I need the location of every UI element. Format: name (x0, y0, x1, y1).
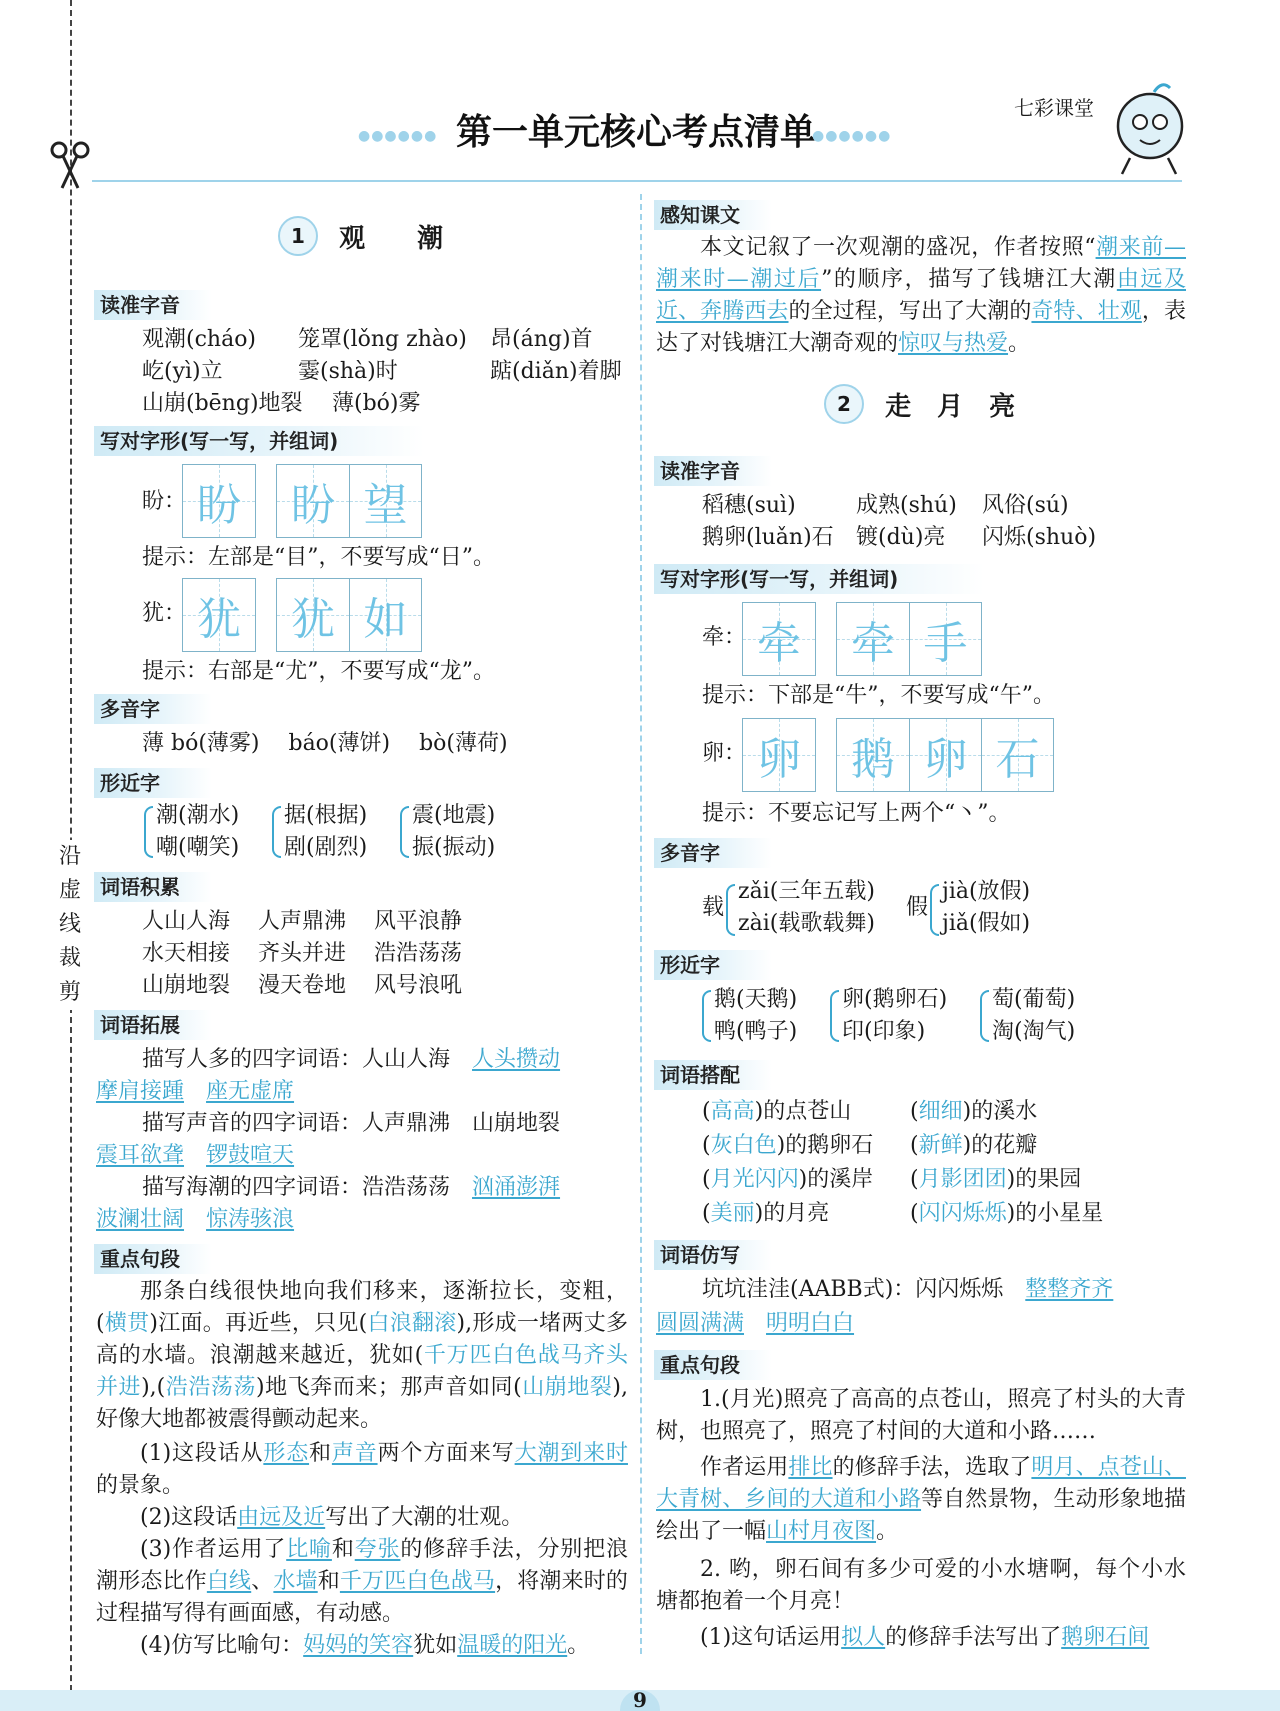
similar-pair-3: 震(地震) 振(振动) (412, 803, 496, 860)
write2-grid-1 (742, 602, 982, 676)
extend-line-2b: 震耳欲聋 锣鼓喧天 (96, 1143, 295, 1168)
similar-pair-1: 潮(潮水) 嘲(嘲笑) (156, 803, 240, 860)
write-hint-1: 提示：左部是“目”，不要写成“日”。 (142, 545, 495, 570)
column-divider (640, 194, 642, 1654)
brace (930, 884, 939, 936)
lesson1-heading (278, 216, 443, 256)
lesson2-title: 走 月 亮 (885, 391, 1016, 422)
section-match: 词语搭配 (654, 1060, 772, 1090)
extend-line-1: 描写人多的四字词语：人山人海 人头攒动 (142, 1047, 561, 1072)
grid-char: 盼 (277, 465, 349, 537)
grid-char: 望 (349, 465, 421, 537)
extend-line-2: 描写声音的四字词语：人声鼎沸 山崩地裂 (142, 1111, 561, 1136)
question-1: (1)这段话从形态和声音两个方面来写大潮到来时的景象。 (96, 1441, 628, 1498)
brace (702, 990, 711, 1042)
section-polyphone-2: 多音字 (654, 838, 772, 868)
grid-char: 卵 (909, 719, 981, 791)
extend-line-3: 描写海潮的四字词语：浩浩荡荡 汹涌澎湃 (142, 1175, 561, 1200)
mascot-icon (1110, 78, 1190, 178)
section-similar: 形近字 (94, 768, 212, 798)
scissors-icon (48, 140, 92, 190)
key-paragraph: 那条白线很快地向我们移来，逐渐拉长，变粗，(横贯)江面。再近些，只见(白浪翻滚),形成一堵两丈多高的水墙。浪潮越来越近，犹如(千万匹白色战马齐头并进),(浩浩荡荡)地飞奔而来；那声音如同(山崩地裂),好像大地都被震得颤动起来。 (96, 1279, 628, 1432)
poly2-char-1: 载 (702, 895, 725, 920)
write2-label-2: 卵： (702, 741, 747, 766)
grid-char: 牵 (743, 603, 815, 675)
brace (830, 990, 839, 1042)
cut-hint: 沿 虚 线 裁 剪 (52, 840, 88, 1010)
read2-line-1: 稻穗(suì) 成熟(shú) 风俗(sú) (702, 493, 1069, 518)
key2-analysis-2: (1)这句话运用拟人的修辞手法写出了鹅卵石间 (700, 1625, 1150, 1650)
section-key-sentences-2: 重点句段 (654, 1350, 772, 1380)
poly2-readings-2: jià(放假) jiǎ(假如) (942, 879, 1031, 936)
perceive-text: 本文记叙了一次观潮的盛况，作者按照“潮来前—潮来时—潮过后”的顺序，描写了钱塘江大潮由远及近、奔腾西去的全过程，写出了大潮的奇特、壮观，表达了对钱塘江大潮奇观的惊叹与热爱。 (656, 235, 1186, 356)
write2-grid-2 (742, 718, 1054, 792)
accumulate-line-3: 山崩地裂 漫天卷地 风号浪吼 (142, 973, 463, 998)
header-dots-left: ●●●●●● (358, 128, 438, 144)
question-3: (3)作者运用了比喻和夸张的修辞手法，分别把浪潮形态比作白线、水墙和千万匹白色战马，将潮来时的过程描写得有画面感，有动感。 (96, 1537, 628, 1626)
section-read-2: 读准字音 (654, 456, 772, 486)
write2-label-1: 牵： (702, 625, 747, 650)
match-line-2: (灰白色)的鹅卵石 (新鲜)的花瓣 (702, 1133, 1038, 1158)
question-2: (2)这段话由远及近写出了大潮的壮观。 (140, 1505, 524, 1530)
grid-char: 犹 (183, 579, 255, 651)
extend-line-1b: 摩肩接踵 座无虚席 (96, 1079, 295, 1104)
page-number: 9 (620, 1690, 660, 1711)
section-similar-2: 形近字 (654, 950, 772, 980)
polyphone-line: 薄 bó(薄雾) báo(薄饼) bò(薄荷) (142, 731, 508, 756)
read2-line-2: 鹅卵(luǎn)石 镀(dù)亮 闪烁(shuò) (702, 525, 1097, 550)
header-rule (92, 180, 1182, 182)
match-line-3: (月光闪闪)的溪岸 (月影团团)的果园 (702, 1167, 1082, 1192)
section-write-2: 写对字形(写一写，并组词) (654, 564, 984, 594)
grid-char: 如 (349, 579, 421, 651)
match-line-1: (高高)的点苍山 (细细)的溪水 (702, 1099, 1038, 1124)
lesson2-heading (824, 384, 1015, 424)
accumulate-line-2: 水天相接 齐头并进 浩浩荡荡 (142, 941, 463, 966)
section-accumulate: 词语积累 (94, 872, 212, 902)
key2-sentence-1: 1.(月光)照亮了高高的点苍山，照亮了村头的大青树，也照亮了，照亮了村间的大道和小路…… (656, 1387, 1186, 1444)
key2-analysis-1: 作者运用排比的修辞手法，选取了明月、点苍山、大青树、乡间的大道和小路等自然景物，生动形象地描绘出了一幅山村月夜图。 (656, 1455, 1186, 1544)
brand-label: 七彩课堂 (1014, 96, 1094, 120)
read-line-1: 观潮(cháo) 笼罩(lǒng zhào) 昂(áng)首 (142, 327, 593, 352)
grid-char: 石 (981, 719, 1053, 791)
similar-pair-2: 据(根据) 剧(剧烈) (284, 803, 368, 860)
lesson2-number: 2 (824, 384, 864, 424)
section-read: 读准字音 (94, 290, 212, 320)
section-imitate: 词语仿写 (654, 1240, 772, 1270)
brace (272, 806, 281, 858)
lesson1-title: 观 潮 (339, 223, 444, 254)
brace (980, 990, 989, 1042)
write-hint-2: 提示：右部是“尤”，不要写成“龙”。 (142, 659, 495, 684)
section-write: 写对字形(写一写，并组词) (94, 426, 424, 456)
section-polyphone: 多音字 (94, 694, 212, 724)
poly2-readings-1: zǎi(三年五载) zài(载歌载舞) (738, 879, 875, 936)
question-4: (4)仿写比喻句：妈妈的笑容犹如温暖的阳光。 (140, 1633, 590, 1658)
read-line-3: 山崩(bēng)地裂 薄(bó)雾 (142, 391, 421, 416)
read-line-2: 屹(yì)立 霎(shà)时 踮(diǎn)着脚 (142, 359, 622, 384)
page-title: 第一单元核心考点清单 (456, 112, 817, 153)
similar2-pair-3: 萄(葡萄) 淘(淘气) (992, 987, 1076, 1044)
write-label-2: 犹： (142, 601, 187, 626)
grid-char: 盼 (183, 465, 255, 537)
write-grid-1 (182, 464, 422, 538)
imitate-line-2: 圆圆满满 明明白白 (656, 1311, 855, 1336)
grid-char: 手 (909, 603, 981, 675)
section-extend: 词语拓展 (94, 1010, 212, 1040)
key2-sentence-2: 2. 哟，卵石间有多少可爱的小水塘啊，每个小水塘都抱着一个月亮！ (656, 1557, 1186, 1614)
grid-char: 卵 (743, 719, 815, 791)
accumulate-line-1: 人山人海 人声鼎沸 风平浪静 (142, 909, 463, 934)
write-label-1: 盼： (142, 489, 187, 514)
header-dots-right: ●●●●●● (812, 128, 892, 144)
extend-line-3b: 波澜壮阔 惊涛骇浪 (96, 1207, 295, 1232)
similar2-pair-2: 卵(鹅卵石) 印(印象) (842, 987, 948, 1044)
similar2-pair-1: 鹅(天鹅) 鸭(鸭子) (714, 987, 798, 1044)
grid-char: 犹 (277, 579, 349, 651)
brace (726, 884, 735, 936)
brace (144, 806, 153, 858)
section-perceive: 感知课文 (654, 200, 772, 230)
grid-char: 鹅 (837, 719, 909, 791)
match-line-4: (美丽)的月亮 (闪闪烁烁)的小星星 (702, 1201, 1104, 1226)
write-grid-2 (182, 578, 422, 652)
lesson1-number: 1 (278, 216, 318, 256)
brace (400, 806, 409, 858)
section-key-sentences: 重点句段 (94, 1244, 212, 1274)
poly2-char-2: 假 (906, 895, 929, 920)
write2-hint-2: 提示：不要忘记写上两个“丶”。 (702, 801, 1011, 826)
grid-char: 牵 (837, 603, 909, 675)
imitate-line-1: 坑坑洼洼(AABB式)：闪闪烁烁 整整齐齐 (702, 1277, 1114, 1302)
write2-hint-1: 提示：下部是“牛”，不要写成“午”。 (702, 683, 1055, 708)
